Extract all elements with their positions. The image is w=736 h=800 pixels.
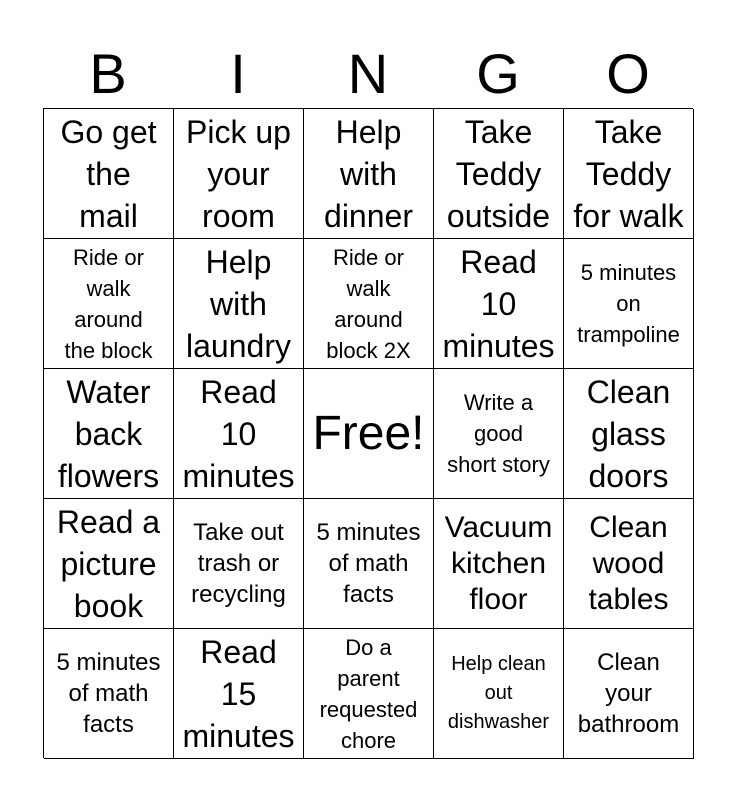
bingo-cell: Take Teddy outside [434, 109, 564, 239]
bingo-cell: Read a picture book [44, 499, 174, 629]
bingo-cell: Write a good short story [434, 369, 564, 499]
bingo-cell: Do a parent requested chore [304, 629, 434, 759]
bingo-cell: Vacuum kitchen floor [434, 499, 564, 629]
bingo-cell: Pick up your room [174, 109, 304, 239]
bingo-cell: 5 minutes on trampoline [564, 239, 694, 369]
header-letter-g: G [476, 42, 520, 105]
bingo-cell: Clean wood tables [564, 499, 694, 629]
header-letter-n: N [347, 42, 389, 105]
bingo-cell: Take Teddy for walk [564, 109, 694, 239]
bingo-cell: Help with dinner [304, 109, 434, 239]
bingo-cell: Read 10 minutes [434, 239, 564, 369]
bingo-cell: Help clean out dishwasher [434, 629, 564, 759]
bingo-cell: 5 minutes of math facts [44, 629, 174, 759]
bingo-cell: Water back flowers [44, 369, 174, 499]
bingo-cell: 5 minutes of math facts [304, 499, 434, 629]
bingo-cell: Clean glass doors [564, 369, 694, 499]
bingo-cell: Ride or walk around the block [44, 239, 174, 369]
bingo-cell: Help with laundry [174, 239, 304, 369]
header-letter-b: B [89, 42, 127, 105]
bingo-grid [43, 108, 693, 758]
free-space: Free! [304, 369, 434, 499]
header-letter-o: O [606, 42, 650, 105]
bingo-cell: Go get the mail [44, 109, 174, 239]
bingo-cell: Read 10 minutes [174, 369, 304, 499]
bingo-cell: Clean your bathroom [564, 629, 694, 759]
bingo-cell: Read 15 minutes [174, 629, 304, 759]
bingo-cell: Ride or walk around block 2X [304, 239, 434, 369]
bingo-header [43, 40, 693, 108]
bingo-cell: Take out trash or recycling [174, 499, 304, 629]
header-letter-i: I [230, 42, 246, 105]
